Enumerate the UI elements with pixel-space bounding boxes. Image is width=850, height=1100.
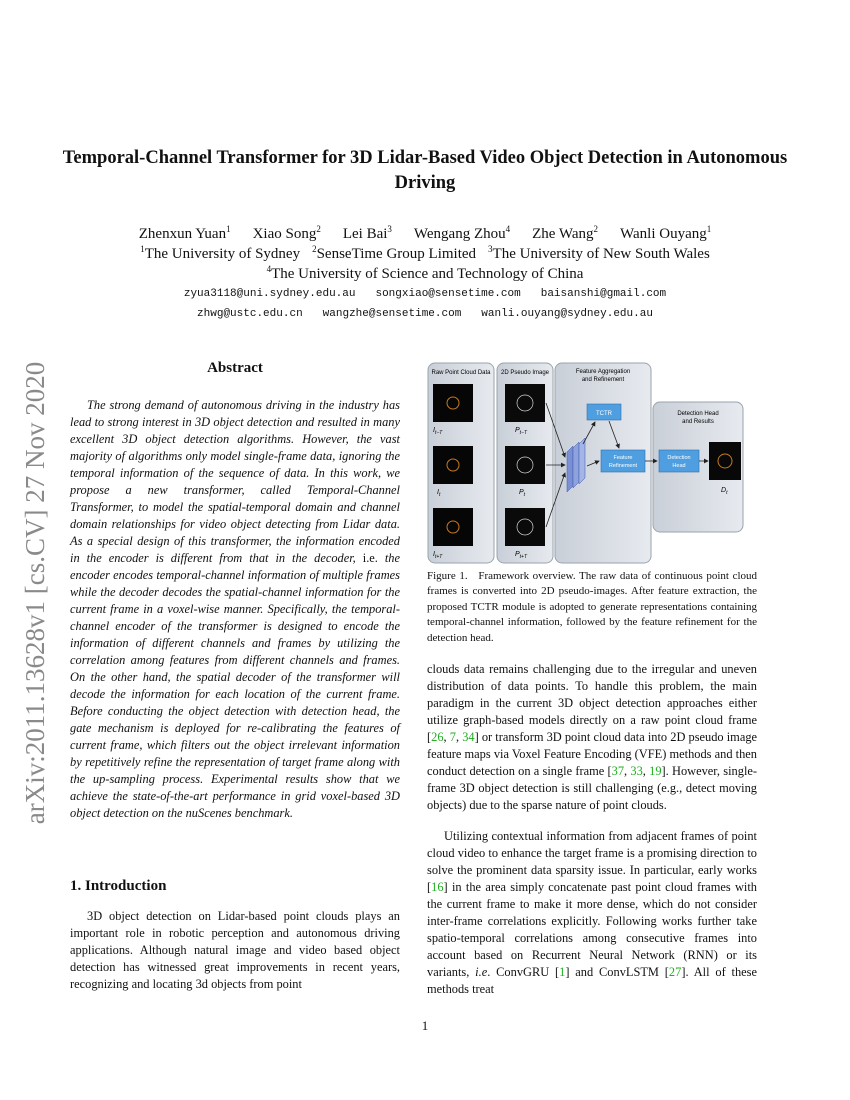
author-name: Zhenxun Yuan$^1$ — [138, 224, 231, 242]
email-address[interactable]: zhwg@ustc.edu.cn — [197, 308, 303, 320]
detection-output — [709, 442, 741, 480]
tctr-label: TCTR — [596, 411, 612, 417]
author-name: Wanli Ouyang$^1$ — [620, 224, 712, 242]
affiliation: $^1$The University of Sydney — [140, 244, 301, 262]
paper-title: Temporal-Channel Transformer for 3D Lidar-Based Video Object Detection in Autonomous Driving — [62, 148, 788, 193]
abstract-body — [70, 397, 400, 822]
affiliations-line-1 — [60, 244, 790, 263]
pseudo-label-next: $P_{t+T}$ — [515, 551, 528, 560]
author-name: Xiao Song$^2$ — [252, 224, 321, 242]
pseudo-label-prev: $P_{t-T}$ — [515, 427, 528, 436]
right-column-paragraph-2: Utilizing contextual information from adjacent frames of point cloud video to enhance the target frame is a promising direction to solve the prominent data sparsity issue. In particular, early works [16] in the area simply concatenate past point cloud frames with the current frame to make it more dense, which do not consider inter-frame correlations explicitly. Following works further take spatio-temporal correlations among consecutive frames into account based on Recurrent Neural Network (RNN) or its variants, i.e. ConvGRU [1] and ConvLSTM [27]. All of these methods treat — [427, 829, 757, 996]
citation-link[interactable]: 16 — [431, 880, 444, 894]
author-affiliation-mark: 1 — [226, 224, 231, 234]
author-list — [60, 224, 790, 243]
raw-label-current: $I_t$ — [437, 489, 441, 498]
author-name: Lei Bai$^3$ — [342, 224, 392, 242]
citation-link[interactable]: 19 — [649, 764, 662, 778]
col4-title-line1: Detection Head — [677, 411, 719, 417]
head-label-line2: Head — [672, 463, 686, 469]
col3-title-line2: and Refinement — [581, 377, 625, 383]
emails-line-1 — [60, 288, 790, 300]
email-address[interactable]: baisanshi@gmail.com — [540, 288, 667, 300]
raw-frame-current — [433, 446, 473, 484]
col1-title: Raw Point Cloud Data — [431, 370, 491, 376]
section-heading-introduction: 1. Introduction — [70, 878, 167, 894]
pseudo-label-current: $P_t$ — [519, 489, 526, 498]
figure-caption — [427, 569, 757, 646]
author-affiliation-mark: 3 — [387, 224, 392, 234]
citation-link[interactable]: 34 — [462, 730, 475, 744]
raw-label-prev: $I_{t-T}$ — [433, 427, 443, 436]
citation-link[interactable]: 37 — [611, 764, 625, 778]
abstract-text-a: The strong demand of autonomous driving in the industry has lead to strong interest in 3D object detection and resulted in many excellent 3D object detection algorithms. However, the vast majority of algorithms only model single-frame data, ignoring the temporal information of the sequence of data. In this work, we propose a new transformer, called Temporal-Channel Transformer, to model the spatial-temporal domain and channel domain relationships for video object detecting from Lidar data. As a special design of this transformer, the information encoded in the encoder is different from that in the decoder, — [70, 398, 400, 565]
col2-title: 2D Pseudo Image — [500, 370, 550, 376]
citation-link[interactable]: 26 — [431, 730, 444, 744]
arxiv-stamp: arXiv:2011.13628v1 [cs.CV] 27 Nov 2020 — [20, 361, 50, 825]
author-affiliation-mark: 4 — [505, 224, 511, 234]
raw-frame-prev — [433, 384, 473, 422]
affiliation: $^4$The University of Science and Technology of China — [266, 264, 584, 282]
citation-link[interactable]: 33 — [630, 764, 643, 778]
citation-link[interactable]: 27 — [668, 965, 682, 979]
caption-text: Framework overview. The raw data of continuous point cloud frames is converted into 2D pseudo-images. After feature extraction, the proposed TCTR module is adopted to generate representations containing temporal-channel information, followed by the feature refinement for the detection head. — [427, 570, 758, 644]
pseudo-image-next — [505, 508, 545, 546]
abstract-text-b: the encoder encodes temporal-channel information of multiple frames while the decoder decodes the spatial-channel information for the current frame in a voxel-wise manner. Specifically, the temporal-channel encoder of the transformer is designed to encode the information of different channels and frames by utilizing the correlation among features from different channels and frames. On the other hand, the spatial decoder of the transformer will decode the information for each location of the current frame. Before conducting the object detection with detection head, the gate mechanism is deployed for re-calibrating the features of current frame, which filters out the object irrelevant information by repetitively refine the representation of target frame along with the up-sampling process. Experimental results show that we achieve the state-of-the-art performance in grid voxel-based 3D object detection on the nuScenes benchmark. — [70, 551, 400, 820]
col3-title-line1: Feature Aggregation — [575, 369, 631, 375]
raw-frame-next — [433, 508, 473, 546]
pseudo-image-current — [505, 446, 545, 484]
refine-label-line2: Refinement — [608, 463, 638, 469]
raw-label-next: $I_{t+T}$ — [433, 551, 443, 560]
head-label-line1: Detection — [667, 455, 691, 461]
abstract-ie: i.e. — [362, 551, 378, 565]
affiliation: $^3$The University of New South Wales — [488, 244, 710, 262]
italic-text: i.e — [475, 965, 488, 979]
col4-title-line2: and Results — [682, 419, 714, 425]
output-label: $D_t$ — [721, 487, 728, 496]
citation-link[interactable]: 1 — [559, 965, 566, 979]
author-affiliation-mark: 2 — [316, 224, 321, 234]
pseudo-image-prev — [505, 384, 545, 422]
author-name: Wengang Zhou$^4$ — [413, 224, 511, 242]
email-address[interactable]: wanli.ouyang@sydney.edu.au — [481, 308, 653, 320]
citation-link[interactable]: 7 — [449, 730, 456, 744]
affiliation: $^2$SenseTime Group Limited — [312, 244, 477, 262]
caption-label: Figure 1. — [427, 570, 468, 582]
email-address[interactable]: wangzhe@sensetime.com — [322, 308, 462, 320]
refine-label-line1: Feature — [613, 455, 633, 461]
email-address[interactable]: zyua3118@uni.sydney.edu.au — [183, 288, 356, 300]
author-name: Zhe Wang$^2$ — [532, 224, 599, 242]
author-affiliation-mark: 1 — [706, 224, 712, 234]
framework-diagram — [427, 362, 757, 567]
author-affiliation-mark: 2 — [593, 224, 599, 234]
affiliations-line-2 — [60, 264, 790, 283]
emails-line-2 — [60, 308, 790, 320]
email-address[interactable]: songxiao@sensetime.com — [375, 288, 521, 300]
right-column-paragraph-1: clouds data remains challenging due to the irregular and uneven distribution of data points. To handle this problem, the main paradigm in the current 3D object detection approaches either utilize graph-based models directly on a raw point cloud frame [26, 7, 34] or transform 3D point cloud data into 2D pseudo image feature maps via Voxel Feature Encoding (VFE) methods and then conduct detection on a single frame [37, 33, 19]. However, single-frame 3D object detection is still challenging (e.g., detect moving objects) due to the sparse nature of point clouds. — [427, 662, 758, 812]
abstract-heading: Abstract — [207, 360, 263, 376]
page-number: 1 — [421, 1018, 429, 1033]
figure-1 — [427, 362, 757, 567]
introduction-text: 3D object detection on Lidar-based point clouds plays an important role in robotic perception and autonomous driving applications. Although natural image and video based object detection has witnessed great improvements in recent years, recognizing and locating 3d objects from point — [70, 909, 400, 991]
